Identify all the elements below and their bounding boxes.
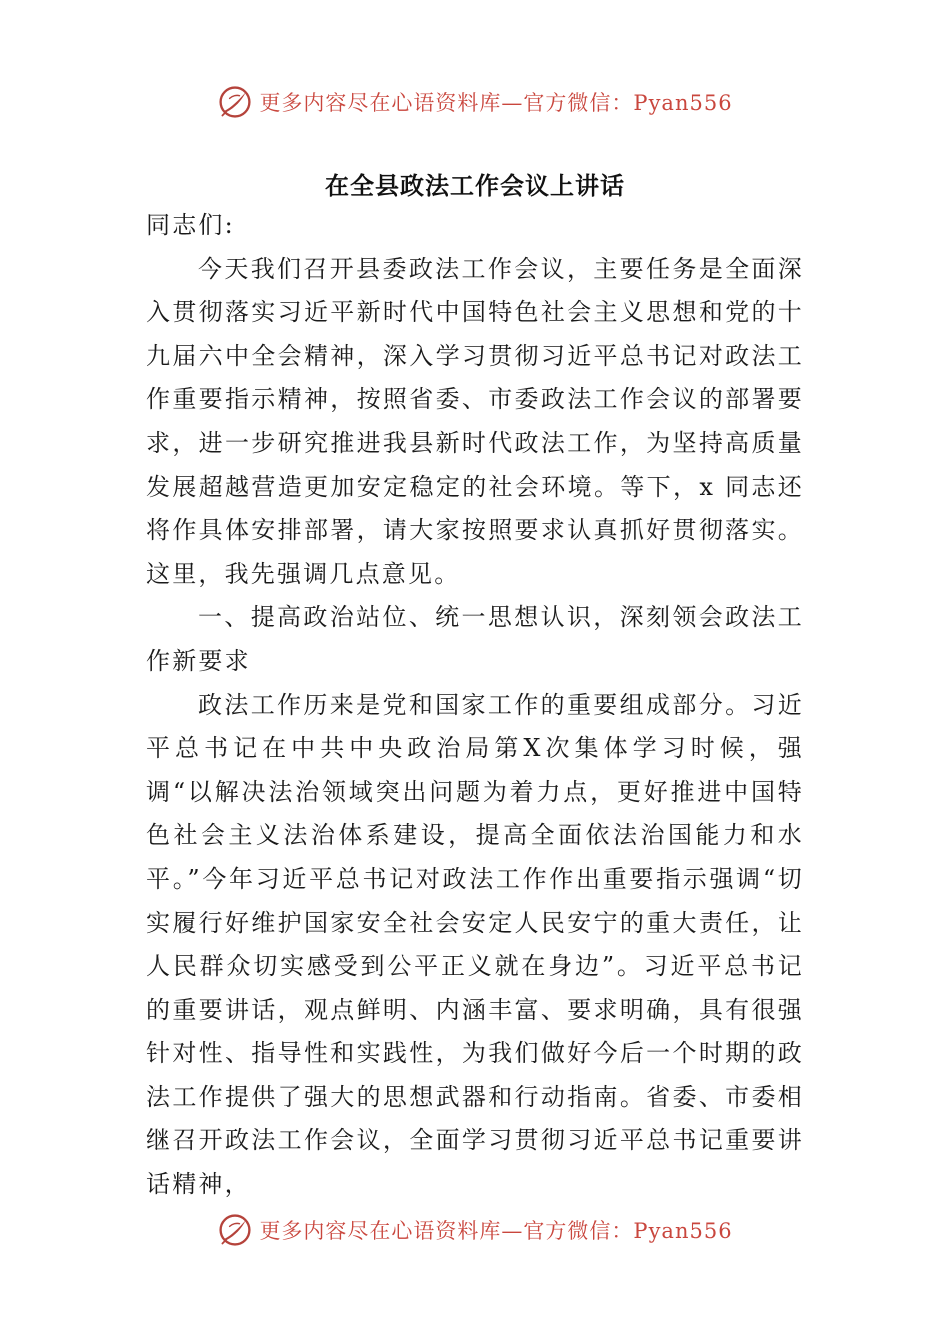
document-body	[146, 204, 804, 1207]
paragraph: 政法工作历来是党和国家工作的重要组成部分。习近平总书记在中共中央政治局第X次集体学习时候，强调“以解决法治领域突出问题为着力点，更好推进中国特色社会主义法治体系建设，提高全面依法治国能力和水平。”今年习近平总书记对政法工作作出重要指示强调“切实履行好维护国家安全社会安定人民安宁的重大责任，让人民群众切实感受到公平正义就在身边”。习近平总书记的重要讲话，观点鲜明、内涵丰富、要求明确，具有很强针对性、指导性和实践性，为我们做好今后一个时期的政法工作提供了强大的思想武器和行动指南。省委、市委相继召开政法工作会议，全面学习贯彻习近平总书记重要讲话精神，	[146, 690, 804, 1199]
document-title: 在全县政法工作会议上讲话	[325, 172, 625, 200]
watermark-text: 更多内容尽在心语资料库—官方微信：Pyan556	[259, 91, 733, 115]
footer-watermark-banner	[0, 1208, 950, 1252]
section-heading: 一、提高政治站位、统一思想认识，深刻领会政法工作新要求	[146, 603, 804, 675]
paragraph: 今天我们召开县委政法工作会议，主要任务是全面深入贯彻落实习近平新时代中国特色社会主义思想和党的十九届六中全会精神，深入学习贯彻习近平总书记对政法工作重要指示精神，按照省委、市委政法工作会议的部署要求，进一步研究推进我县新时代政法工作，为坚持高质量发展超越营造更加安定稳定的社会环境。等下，x 同志还将作具体安排部署，请大家按照要求认真抓好贯彻落实。这里，我先强调几点意见。	[146, 254, 804, 588]
pen-leaf-logo-icon	[217, 84, 253, 120]
watermark-text: 更多内容尽在心语资料库—官方微信：Pyan556	[259, 1219, 733, 1243]
pen-leaf-logo-icon	[217, 1212, 253, 1248]
header-watermark-banner	[0, 80, 950, 124]
salutation: 同志们:	[146, 211, 235, 239]
